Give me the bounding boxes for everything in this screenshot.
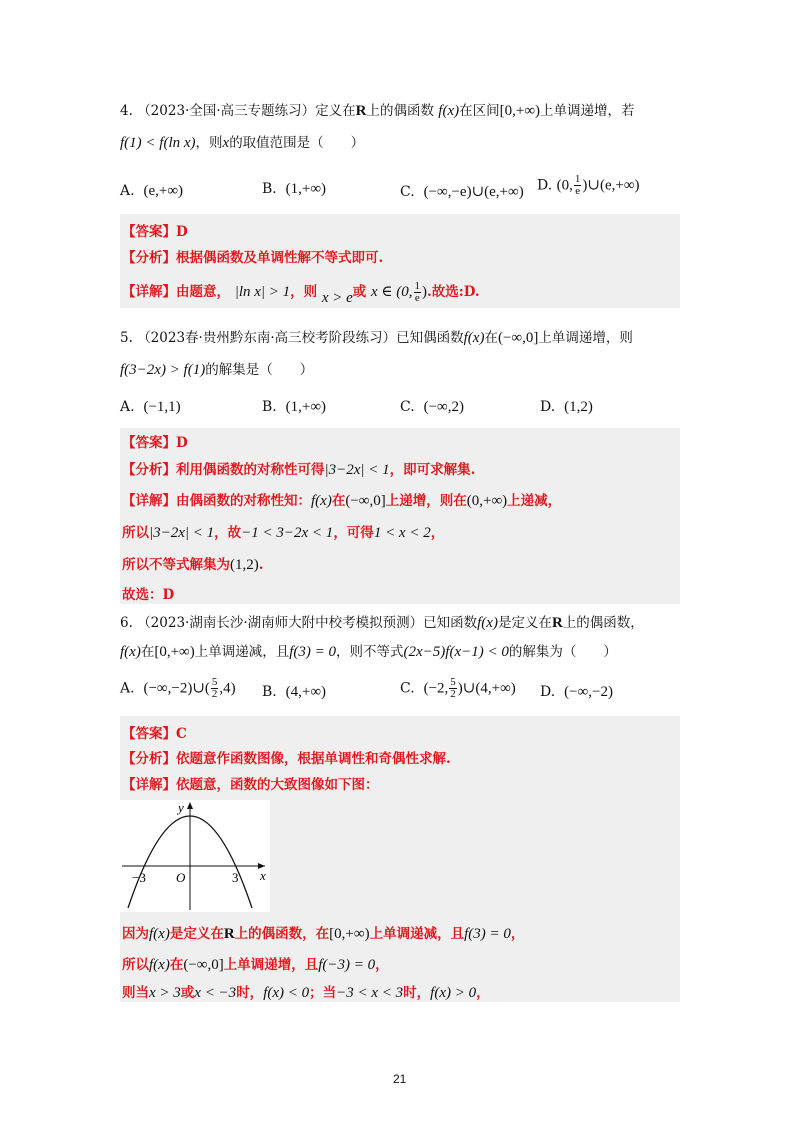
q4-line1: 4. （2023·全国·高三专题练习）定义在R上的偶函数 f(x)在区间[0,+∞)上单调递增，若 xyxy=(120,103,635,119)
q6-line1: 6. （2023·湖南长沙·湖南师大附中校考模拟预测）已知函数f(x)是定义在R上的偶函数， xyxy=(120,615,644,631)
q5-option-b[interactable]: B. (1,+∞) xyxy=(262,399,327,415)
page-number: 21 xyxy=(393,1072,407,1086)
q5-analysis: 【分析】利用偶函数的对称性可得|3−2x| < 1，即可求解集. xyxy=(122,462,476,478)
q6-option-c[interactable]: C. (−2, $\frac{5}{2}$ )∪(4,+∞) xyxy=(400,676,516,700)
q4-option-b[interactable]: B. (1,+∞) xyxy=(262,181,327,197)
q5-option-d[interactable]: D. (1,2) xyxy=(540,399,593,415)
y-axis-arrow xyxy=(187,802,193,809)
q5-detail-line3: 所以不等式解集为(1,2). xyxy=(122,557,264,573)
q6-option-a[interactable]: A. (−∞,−2)∪( $\frac{5}{2}$ ,4) xyxy=(120,676,236,700)
q5-detail-line4: 故选：D xyxy=(122,587,175,603)
q4-answer: 【答案】D xyxy=(122,224,188,240)
q5-option-c[interactable]: C. (−∞,2) xyxy=(400,399,464,415)
q4-analysis: 【分析】根据偶函数及单调性解不等式即可. xyxy=(122,250,384,266)
q5-answer-block xyxy=(120,428,680,604)
q6-explain-line1: 因为f(x)是定义在R上的偶函数，在[0,+∞)上单调递减，且f(3) = 0， xyxy=(122,926,525,942)
q6-explain-line3: 则当x > 3或x < −3时，f(x) < 0；当−3 < x < 3时，f(x) > 0， xyxy=(122,985,490,1001)
q4-option-c[interactable]: C. (−∞,−e)∪(e,+∞) xyxy=(400,184,524,200)
q6-option-b[interactable]: B. (4,+∞) xyxy=(262,684,327,700)
q5-line2: f(3−2x) > f(1)的解集是（ ） xyxy=(120,362,314,378)
q5-detail-line1: 【详解】由偶函数的对称性知：f(x)在(−∞,0]上递增，则在(0,+∞)上递减， xyxy=(122,493,562,509)
q4-answer-block xyxy=(120,214,680,308)
q4-option-d[interactable]: D. (0, $\frac{1}{e}$ )∪(e,+∞) xyxy=(537,173,640,197)
q6-line2: f(x)在[0,+∞)上单调递减，且f(3) = 0，则不等式(2x−5)f(x−1) < 0的解集为（ ） xyxy=(120,644,617,660)
function-graph xyxy=(120,800,270,912)
y-axis-label: y xyxy=(178,800,184,815)
q4-line2: f(1) < f(ln x)，则x的取值范围是（ ） xyxy=(120,135,365,151)
q5-detail-line2: 所以|3−2x| < 1，故−1 < 3−2x < 1，可得1 < x < 2， xyxy=(122,525,445,541)
q5-number: 5. xyxy=(120,330,133,346)
origin-label: O xyxy=(176,870,186,885)
q5-line1: 5. （2023春·贵州黔东南·高三校考阶段练习）已知偶函数f(x)在(−∞,0]上单调递增，则 xyxy=(120,330,633,346)
q6-number: 6. xyxy=(120,615,133,631)
q6-detail: 【详解】依题意，函数的大致图像如下图： xyxy=(122,777,379,793)
q6-option-d[interactable]: D. (−∞,−2) xyxy=(540,684,613,700)
function-graph-svg xyxy=(120,800,270,912)
q6-answer: 【答案】C xyxy=(122,726,187,742)
q6-analysis: 【分析】依题意作函数图像，根据单调性和奇偶性求解. xyxy=(122,751,451,767)
q5-option-a[interactable]: A. (−1,1) xyxy=(120,399,181,415)
q4-detail: 【详解】由题意， |ln x| > 1，则 x > e或 x ∈ (0, $\frac{1}{e}$ ).故选:D. xyxy=(122,280,480,306)
q6-explain-line2: 所以f(x)在(−∞,0]上单调递增，且f(−3) = 0， xyxy=(122,957,389,973)
x-axis-label: x xyxy=(260,868,266,883)
q5-answer: 【答案】D xyxy=(122,435,188,451)
tick-label-neg3: −3 xyxy=(132,870,146,885)
q4-option-d-fraction: $\frac{1}{e}$ xyxy=(574,173,581,197)
q4-option-a[interactable]: A. (e,+∞) xyxy=(120,183,184,199)
tick-label-pos3: 3 xyxy=(232,870,239,885)
q4-number: 4. xyxy=(120,103,133,119)
